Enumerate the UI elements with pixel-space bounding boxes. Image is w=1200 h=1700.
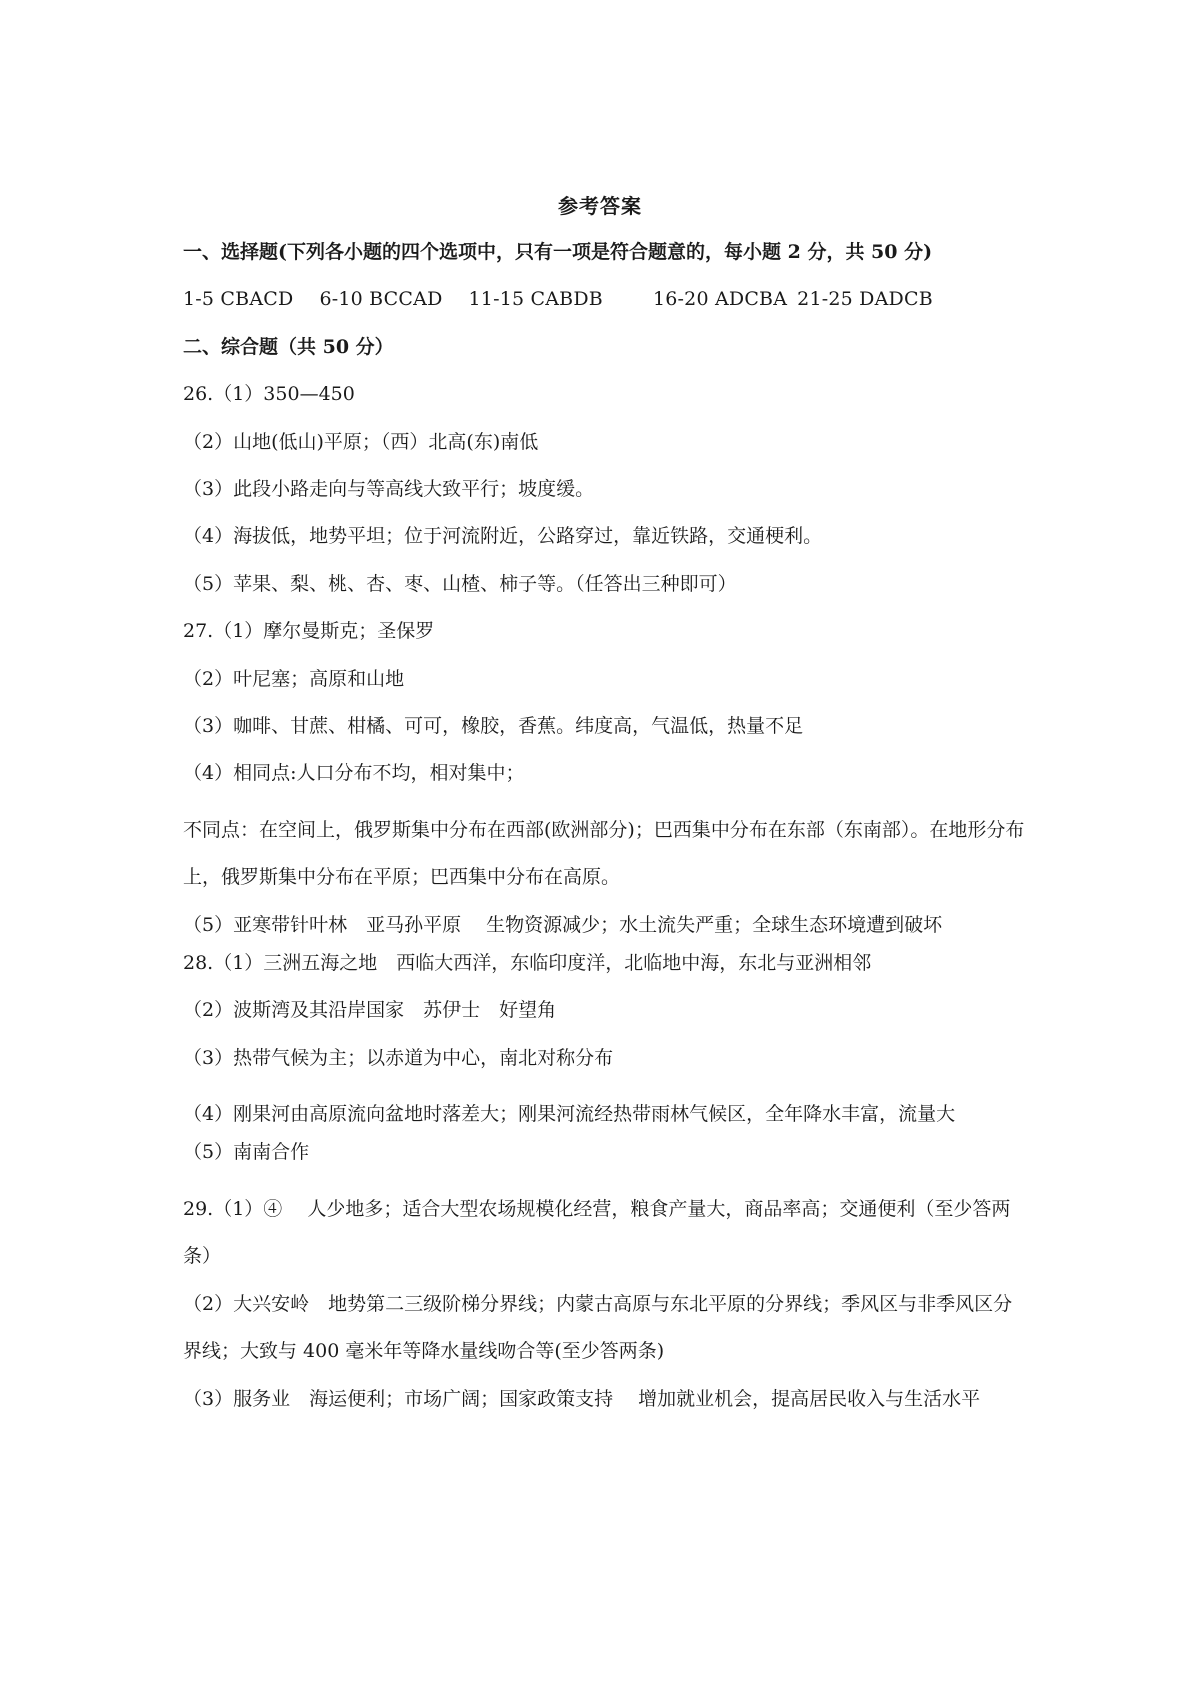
answer-group-21-25: 21-25 DADCB [797,288,933,311]
q26-part-3: （3）此段小路走向与等高线大致平行；坡度缓。 [183,477,595,500]
q28-part-2: （2）波斯湾及其沿岸国家 苏伊士 好望角 [183,999,557,1022]
q28-part-4: （4）刚果河由高原流向盆地时落差大；刚果河流经热带雨林气候区，全年降水丰富，流量大 [183,1103,956,1126]
answer-group-6-10: 6-10 BCCAD [319,288,443,311]
multiple-choice-answers [183,285,1028,332]
q27-part-2: （2）叶尼塞；高原和山地 [183,667,405,690]
q27-part-1: 27.（1）摩尔曼斯克；圣保罗 [183,620,435,643]
answer-group-16-20: 16-20 ADCBA [652,288,788,311]
q27-part-4-differences: 不同点：在空间上，俄罗斯集中分布在西部(欧洲部分)；巴西集中分布在东部（东南部）。在地形分布上，俄罗斯集中分布在平原；巴西集中分布在高原。 [183,818,1025,889]
q26-part-1: 26.（1）350—450 [183,383,355,406]
q27-part-5: （5）亚寒带针叶林 亚马孙平原 生物资源减少；水土流失严重；全球生态环境遭到破坏 [183,913,943,936]
q26-part-4: （4）海拔低，地势平坦；位于河流附近，公路穿过，靠近铁路，交通梗利。 [183,525,823,548]
q26-part-5: （5）苹果、梨、桃、杏、枣、山楂、柿子等。（任答出三种即可） [183,572,737,595]
q27-part-4: （4）相同点:人口分布不均，相对集中； [183,762,525,785]
section-2-heading: 二、综合题（共 50 分） [183,335,394,358]
q27-part-3: （3）咖啡、甘蔗、柑橘、可可，橡胶，香蕉。纬度高，气温低，热量不足 [183,714,804,737]
q28-part-1: 28.（1）三洲五海之地 西临大西洋，东临印度洋，北临地中海，东北与亚洲相邻 [183,951,872,974]
document-body [183,238,1028,1423]
q26-part-2: （2）山地(低山)平原；（西）北高(东)南低 [183,430,539,453]
section-1-heading: 一、选择题(下列各小题的四个选项中，只有一项是符合题意的，每小题 2 分，共 50 分) [183,241,933,263]
q29-part-1: 29.（1）④ 人少地多；适合大型农场规模化经营，粮食产量大，商品率高；交通便利（至少答两条） [183,1197,1011,1268]
answer-group-11-15: 11-15 CABDB [468,288,603,311]
q29-part-2: （2）大兴安岭 地势第二三级阶梯分界线；内蒙古高原与东北平原的分界线；季风区与非季风区分界线；大致与 400 毫米年等降水量线吻合等(至少答两条) [183,1292,1013,1363]
q28-part-5: （5）南南合作 [183,1141,310,1164]
document-title: 参考答案 [558,194,642,218]
answer-group-1-5: 1-5 CBACD [183,288,294,311]
q28-part-3: （3）热带气候为主；以赤道为中心，南北对称分布 [183,1046,614,1069]
q29-part-3: （3）服务业 海运便利；市场广阔；国家政策支持 增加就业机会，提高居民收入与生活水平 [183,1387,981,1410]
